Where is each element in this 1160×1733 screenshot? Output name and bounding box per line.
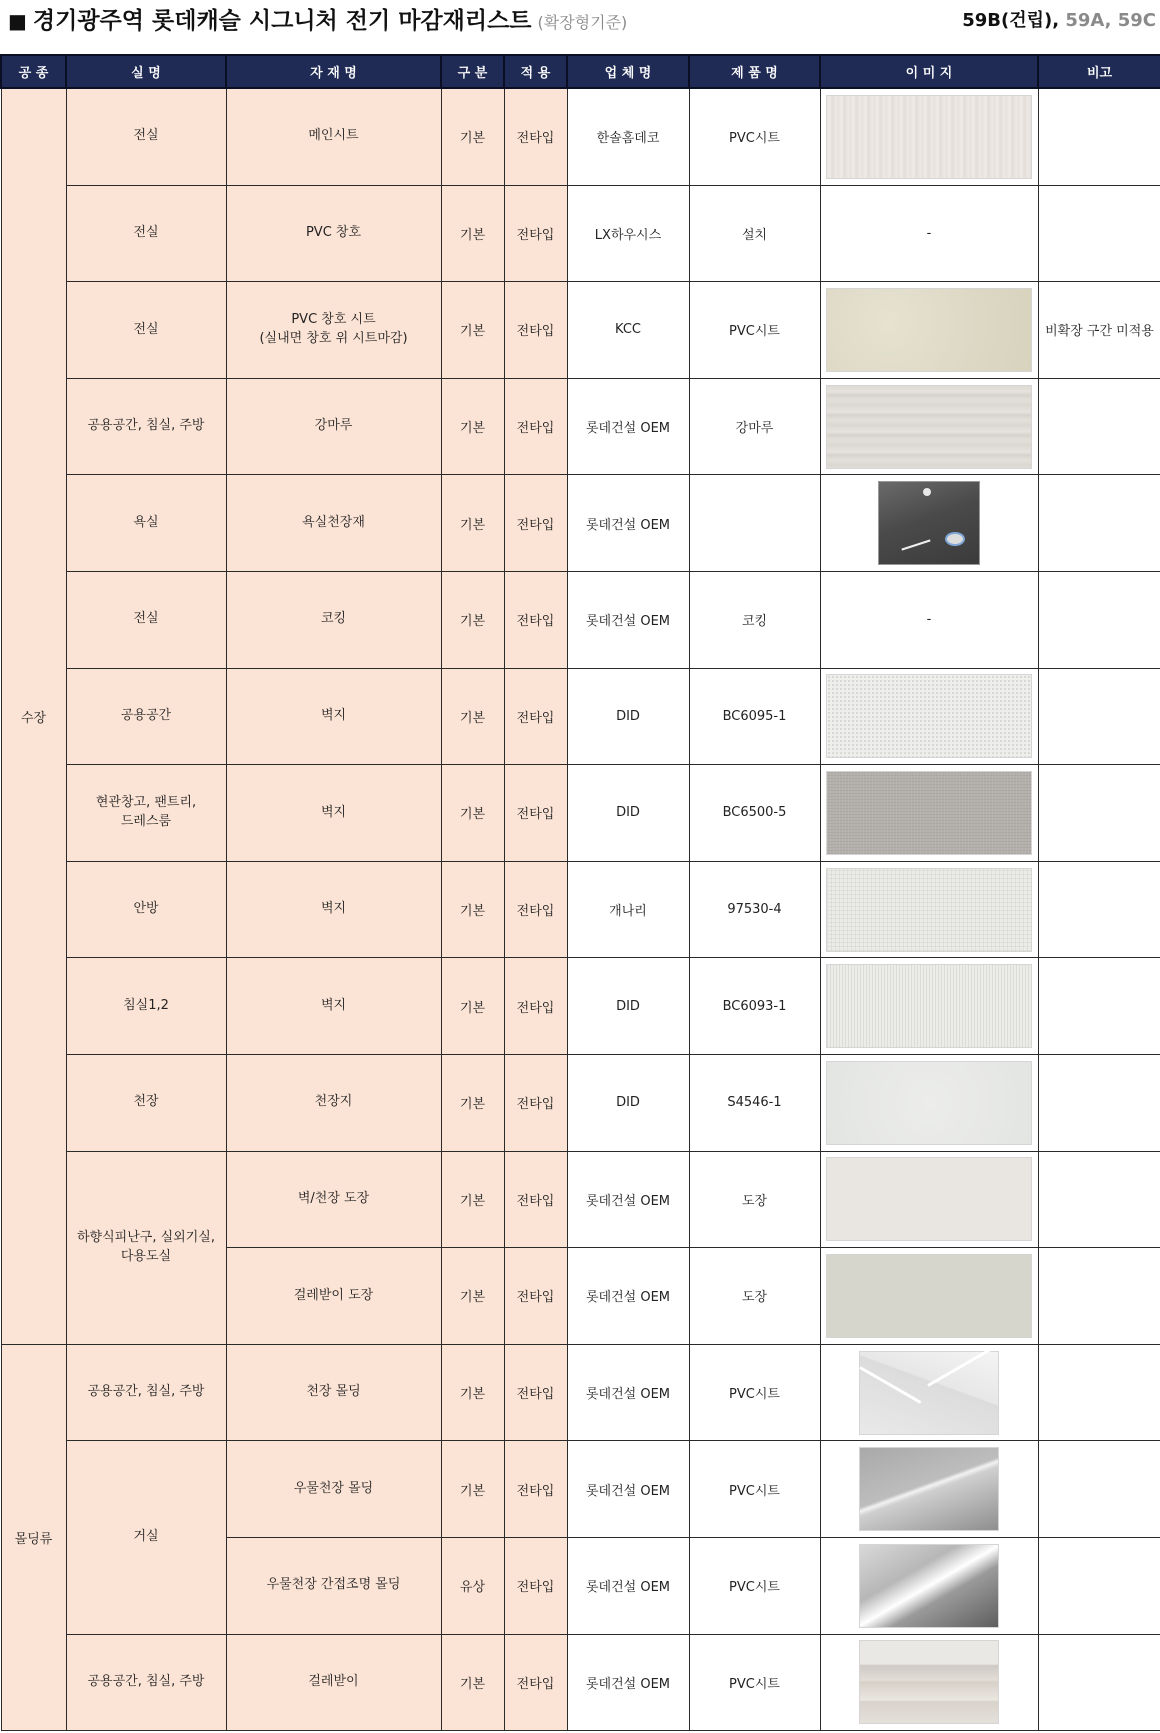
vendor-cell: KCC xyxy=(567,282,689,379)
product-cell: PVC시트 xyxy=(689,1441,820,1538)
apply-cell: 전타입 xyxy=(504,378,567,475)
beige-texture-swatch xyxy=(826,288,1032,372)
wallpaper-linen-swatch xyxy=(826,868,1032,952)
vendor-cell: DID xyxy=(567,1054,689,1151)
material-cell: 천장지 xyxy=(226,1054,441,1151)
material-cell: 욕실천장재 xyxy=(226,475,441,572)
paint-greige-swatch xyxy=(826,1254,1032,1338)
vendor-cell: 롯데건설 OEM xyxy=(567,1537,689,1634)
apply-cell: 전타입 xyxy=(504,282,567,379)
apply-cell: 전타입 xyxy=(504,1537,567,1634)
note-cell: 비확장 구간 미적용 xyxy=(1038,282,1160,379)
apply-cell: 전타입 xyxy=(504,88,567,185)
type-cell: 기본 xyxy=(441,1054,504,1151)
room-cell: 천장 xyxy=(66,1054,226,1151)
room-cell: 침실1,2 xyxy=(66,958,226,1055)
room-cell: 현관창고, 팬트리, 드레스룸 xyxy=(66,765,226,862)
type-cell: 기본 xyxy=(441,1248,504,1345)
note-cell xyxy=(1038,185,1160,282)
apply-cell: 전타입 xyxy=(504,958,567,1055)
image-cell xyxy=(820,475,1038,572)
product-cell: 도장 xyxy=(689,1248,820,1345)
apply-cell: 전타입 xyxy=(504,475,567,572)
type-cell: 기본 xyxy=(441,185,504,282)
apply-cell: 전타입 xyxy=(504,185,567,282)
room-cell: 공용공간, 침실, 주방 xyxy=(66,1634,226,1731)
vendor-cell: 롯데건설 OEM xyxy=(567,1344,689,1441)
image-cell xyxy=(820,1151,1038,1248)
material-cell: 벽지 xyxy=(226,861,441,958)
category-cell: 수장 xyxy=(1,88,66,1344)
vendor-cell: 롯데건설 OEM xyxy=(567,1634,689,1731)
type-cell: 기본 xyxy=(441,958,504,1055)
table-header-row xyxy=(1,55,1160,88)
table-row xyxy=(1,1634,1160,1731)
table-row xyxy=(1,185,1160,282)
molding-line-icon xyxy=(859,1366,921,1404)
material-cell: 벽지 xyxy=(226,668,441,765)
vendor-cell: 롯데건설 OEM xyxy=(567,1248,689,1345)
vendor-cell: DID xyxy=(567,668,689,765)
col-header-product: 제 품 명 xyxy=(689,55,820,88)
finish-materials-table xyxy=(0,54,1160,1731)
room-cell: 공용공간 xyxy=(66,668,226,765)
note-cell xyxy=(1038,1634,1160,1731)
room-cell: 하향식피난구, 실외기실, 다용도실 xyxy=(66,1151,226,1344)
ceiling-paper-swatch xyxy=(826,1061,1032,1145)
room-cell: 전실 xyxy=(66,88,226,185)
material-cell: 벽지 xyxy=(226,958,441,1055)
image-cell xyxy=(820,1344,1038,1441)
table-row xyxy=(1,282,1160,379)
type-cell: 기본 xyxy=(441,1151,504,1248)
product-cell xyxy=(689,475,820,572)
product-cell: PVC시트 xyxy=(689,1634,820,1731)
product-cell: BC6500-5 xyxy=(689,765,820,862)
note-cell xyxy=(1038,668,1160,765)
col-header-vendor: 업 체 명 xyxy=(567,55,689,88)
vendor-cell: LX하우시스 xyxy=(567,185,689,282)
note-cell xyxy=(1038,1151,1160,1248)
apply-cell: 전타입 xyxy=(504,1151,567,1248)
vendor-cell: DID xyxy=(567,765,689,862)
apply-cell: 전타입 xyxy=(504,1054,567,1151)
unit-type-main: 59B(건립), xyxy=(962,10,1060,31)
apply-cell: 전타입 xyxy=(504,1248,567,1345)
wallpaper-stripe-swatch xyxy=(826,964,1032,1048)
table-row xyxy=(1,958,1160,1055)
baseboard-photo xyxy=(859,1640,999,1724)
image-cell xyxy=(820,668,1038,765)
product-cell: PVC시트 xyxy=(689,88,820,185)
image-cell xyxy=(820,378,1038,475)
image-cell xyxy=(820,1248,1038,1345)
title-marker: ■ xyxy=(8,9,27,33)
note-cell xyxy=(1038,1441,1160,1538)
material-cell: 우물천장 몰딩 xyxy=(226,1441,441,1538)
image-cell xyxy=(820,1537,1038,1634)
product-cell: PVC시트 xyxy=(689,1344,820,1441)
room-cell: 안방 xyxy=(66,861,226,958)
material-cell: 걸레받이 xyxy=(226,1634,441,1731)
vendor-cell: DID xyxy=(567,958,689,1055)
room-cell: 공용공간, 침실, 주방 xyxy=(66,1344,226,1441)
image-cell xyxy=(820,88,1038,185)
no-image-dash: - xyxy=(926,612,932,628)
image-cell xyxy=(820,571,1038,668)
vendor-cell: 롯데건설 OEM xyxy=(567,571,689,668)
coffer-molding-photo xyxy=(859,1447,999,1531)
type-cell: 기본 xyxy=(441,571,504,668)
type-cell: 기본 xyxy=(441,378,504,475)
image-cell xyxy=(820,1441,1038,1538)
title-subtitle: (확장형기준) xyxy=(537,13,628,32)
table-row xyxy=(1,475,1160,572)
material-cell: 벽/천장 도장 xyxy=(226,1151,441,1248)
note-cell xyxy=(1038,88,1160,185)
product-cell: 강마루 xyxy=(689,378,820,475)
molding-line-icon xyxy=(927,1348,991,1387)
type-cell: 기본 xyxy=(441,765,504,862)
product-cell: PVC시트 xyxy=(689,1537,820,1634)
unit-types xyxy=(962,6,1156,32)
product-cell: BC6093-1 xyxy=(689,958,820,1055)
note-cell xyxy=(1038,1537,1160,1634)
image-cell xyxy=(820,861,1038,958)
apply-cell: 전타입 xyxy=(504,1344,567,1441)
unit-type-others: 59A, 59C xyxy=(1059,10,1156,31)
type-cell: 기본 xyxy=(441,1634,504,1731)
note-cell xyxy=(1038,1344,1160,1441)
light-strip-icon xyxy=(901,540,930,551)
type-cell: 기본 xyxy=(441,1441,504,1538)
table-row xyxy=(1,1054,1160,1151)
product-cell: BC6095-1 xyxy=(689,668,820,765)
material-cell: 벽지 xyxy=(226,765,441,862)
room-cell: 전실 xyxy=(66,571,226,668)
vendor-cell: 롯데건설 OEM xyxy=(567,475,689,572)
image-cell xyxy=(820,1634,1038,1731)
col-header-material: 자 재 명 xyxy=(226,55,441,88)
title-text: 경기광주역 롯데캐슬 시그니처 전기 마감재리스트 xyxy=(32,8,532,34)
image-cell xyxy=(820,282,1038,379)
note-cell xyxy=(1038,765,1160,862)
material-cell: PVC 창호 xyxy=(226,185,441,282)
table-row xyxy=(1,765,1160,862)
room-cell: 전실 xyxy=(66,185,226,282)
image-cell xyxy=(820,765,1038,862)
note-cell xyxy=(1038,475,1160,572)
note-cell xyxy=(1038,571,1160,668)
apply-cell: 전타입 xyxy=(504,1441,567,1538)
product-cell: 도장 xyxy=(689,1151,820,1248)
table-row xyxy=(1,88,1160,185)
wood-grain-swatch xyxy=(826,95,1032,179)
type-cell: 기본 xyxy=(441,861,504,958)
vendor-cell: 롯데건설 OEM xyxy=(567,378,689,475)
material-cell: 우물천장 간접조명 몰딩 xyxy=(226,1537,441,1634)
room-cell: 거실 xyxy=(66,1441,226,1634)
wood-floor-swatch xyxy=(826,385,1032,469)
col-header-apply: 적 용 xyxy=(504,55,567,88)
table-row xyxy=(1,1344,1160,1441)
material-cell: 천장 몰딩 xyxy=(226,1344,441,1441)
material-cell: PVC 창호 시트 (실내면 창호 위 시트마감) xyxy=(226,282,441,379)
col-header-note: 비고 xyxy=(1038,55,1160,88)
table-row xyxy=(1,668,1160,765)
category-cell: 몰딩류 xyxy=(1,1344,66,1730)
type-cell: 기본 xyxy=(441,282,504,379)
col-header-image: 이 미 지 xyxy=(820,55,1038,88)
wallpaper-dots-swatch xyxy=(826,674,1032,758)
table-row xyxy=(1,1151,1160,1248)
note-cell xyxy=(1038,1054,1160,1151)
product-cell: S4546-1 xyxy=(689,1054,820,1151)
table-row xyxy=(1,861,1160,958)
type-cell: 기본 xyxy=(441,475,504,572)
apply-cell: 전타입 xyxy=(504,1634,567,1731)
col-header-type: 구 분 xyxy=(441,55,504,88)
material-cell: 강마루 xyxy=(226,378,441,475)
product-cell: PVC시트 xyxy=(689,282,820,379)
paint-offwhite-swatch xyxy=(826,1157,1032,1241)
vendor-cell: 롯데건설 OEM xyxy=(567,1151,689,1248)
product-cell: 설치 xyxy=(689,185,820,282)
room-cell: 전실 xyxy=(66,282,226,379)
table-row xyxy=(1,378,1160,475)
material-cell: 메인시트 xyxy=(226,88,441,185)
note-cell xyxy=(1038,378,1160,475)
apply-cell: 전타입 xyxy=(504,861,567,958)
table-row xyxy=(1,1441,1160,1538)
image-cell xyxy=(820,1054,1038,1151)
vendor-cell: 개나리 xyxy=(567,861,689,958)
type-cell: 유상 xyxy=(441,1537,504,1634)
vendor-cell: 롯데건설 OEM xyxy=(567,1441,689,1538)
col-header-category: 공 종 xyxy=(1,55,66,88)
material-cell: 걸레받이 도장 xyxy=(226,1248,441,1345)
light-spot-icon xyxy=(923,488,931,496)
table-row xyxy=(1,571,1160,668)
col-header-room: 실 명 xyxy=(66,55,226,88)
ceiling-molding-photo xyxy=(859,1351,999,1435)
apply-cell: 전타입 xyxy=(504,571,567,668)
type-cell: 기본 xyxy=(441,1344,504,1441)
wallpaper-gray-swatch xyxy=(826,771,1032,855)
room-cell: 욕실 xyxy=(66,475,226,572)
vendor-cell: 한솔홈데코 xyxy=(567,88,689,185)
material-cell: 코킹 xyxy=(226,571,441,668)
note-cell xyxy=(1038,958,1160,1055)
image-cell xyxy=(820,185,1038,282)
type-cell: 기본 xyxy=(441,88,504,185)
image-cell xyxy=(820,958,1038,1055)
apply-cell: 전타입 xyxy=(504,668,567,765)
indirect-light-molding-photo xyxy=(859,1544,999,1628)
title-bar xyxy=(0,0,1160,46)
type-cell: 기본 xyxy=(441,668,504,765)
room-cell: 공용공간, 침실, 주방 xyxy=(66,378,226,475)
note-cell xyxy=(1038,861,1160,958)
vent-icon xyxy=(945,532,965,546)
product-cell: 코킹 xyxy=(689,571,820,668)
bath-ceiling-photo xyxy=(878,481,980,565)
page-title xyxy=(8,2,627,35)
apply-cell: 전타입 xyxy=(504,765,567,862)
no-image-dash: - xyxy=(926,225,932,241)
note-cell xyxy=(1038,1248,1160,1345)
product-cell: 97530-4 xyxy=(689,861,820,958)
